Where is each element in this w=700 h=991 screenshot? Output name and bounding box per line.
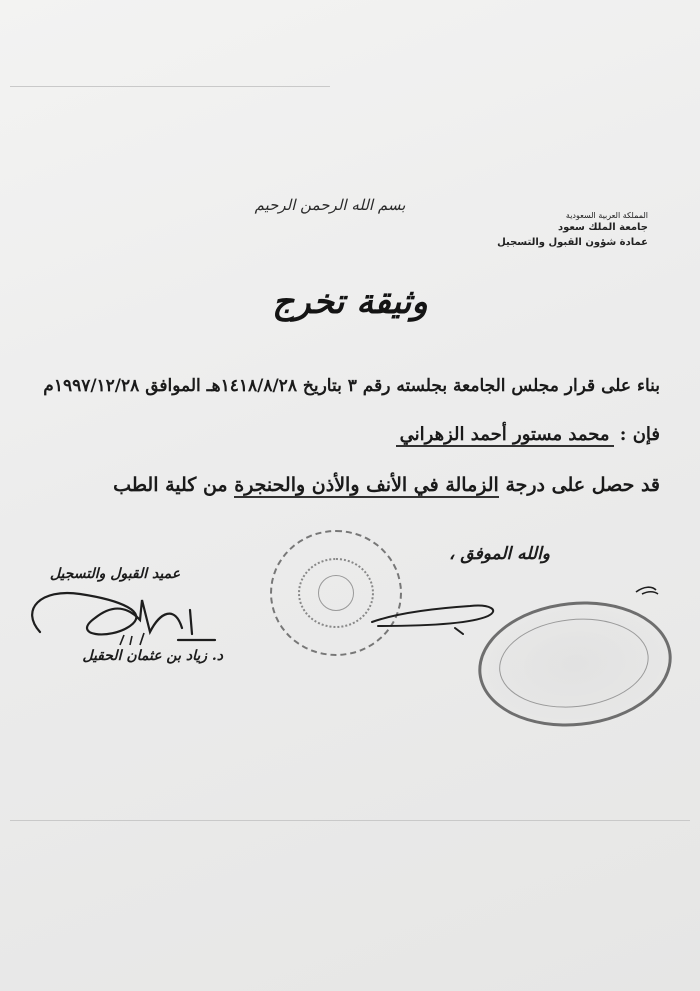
basmala: بسم الله الرحمن الرحيم (254, 196, 406, 214)
college-name: من كلية الطب (113, 474, 228, 496)
decision-line: بناء على قرار مجلس الجامعة بجلسته رقم ٣ بتاريخ ١٤١٨/٨/٢٨هـ الموافق ١٩٩٧/١٢/٢٨م (43, 376, 660, 396)
document-title: وثيقة تخرج (272, 282, 428, 322)
letterhead-deanship: عمادة شؤون القبول والتسجيل (497, 237, 648, 248)
dean-signature-date (120, 633, 144, 645)
dean-name: د. زياد بن عثمان الحقيل (82, 648, 223, 664)
letterhead-university: جامعة الملك سعود (558, 222, 648, 233)
closing-phrase: والله الموفق ، (449, 544, 550, 564)
letterhead-country: المملكة العربية السعودية (565, 211, 648, 220)
degree-prefix: قد حصل على درجة (505, 474, 660, 496)
initials-mark (636, 587, 658, 594)
graduate-name: محمد مستور أحمد الزهراني (396, 424, 614, 447)
seal-signature (372, 606, 493, 634)
dean-title: عميد القبول والتسجيل (49, 566, 181, 582)
name-prefix: فإن : (619, 424, 660, 445)
degree-name: الزمالة في الأنف والأذن والحنجرة (234, 474, 499, 496)
dean-signature (32, 593, 215, 640)
